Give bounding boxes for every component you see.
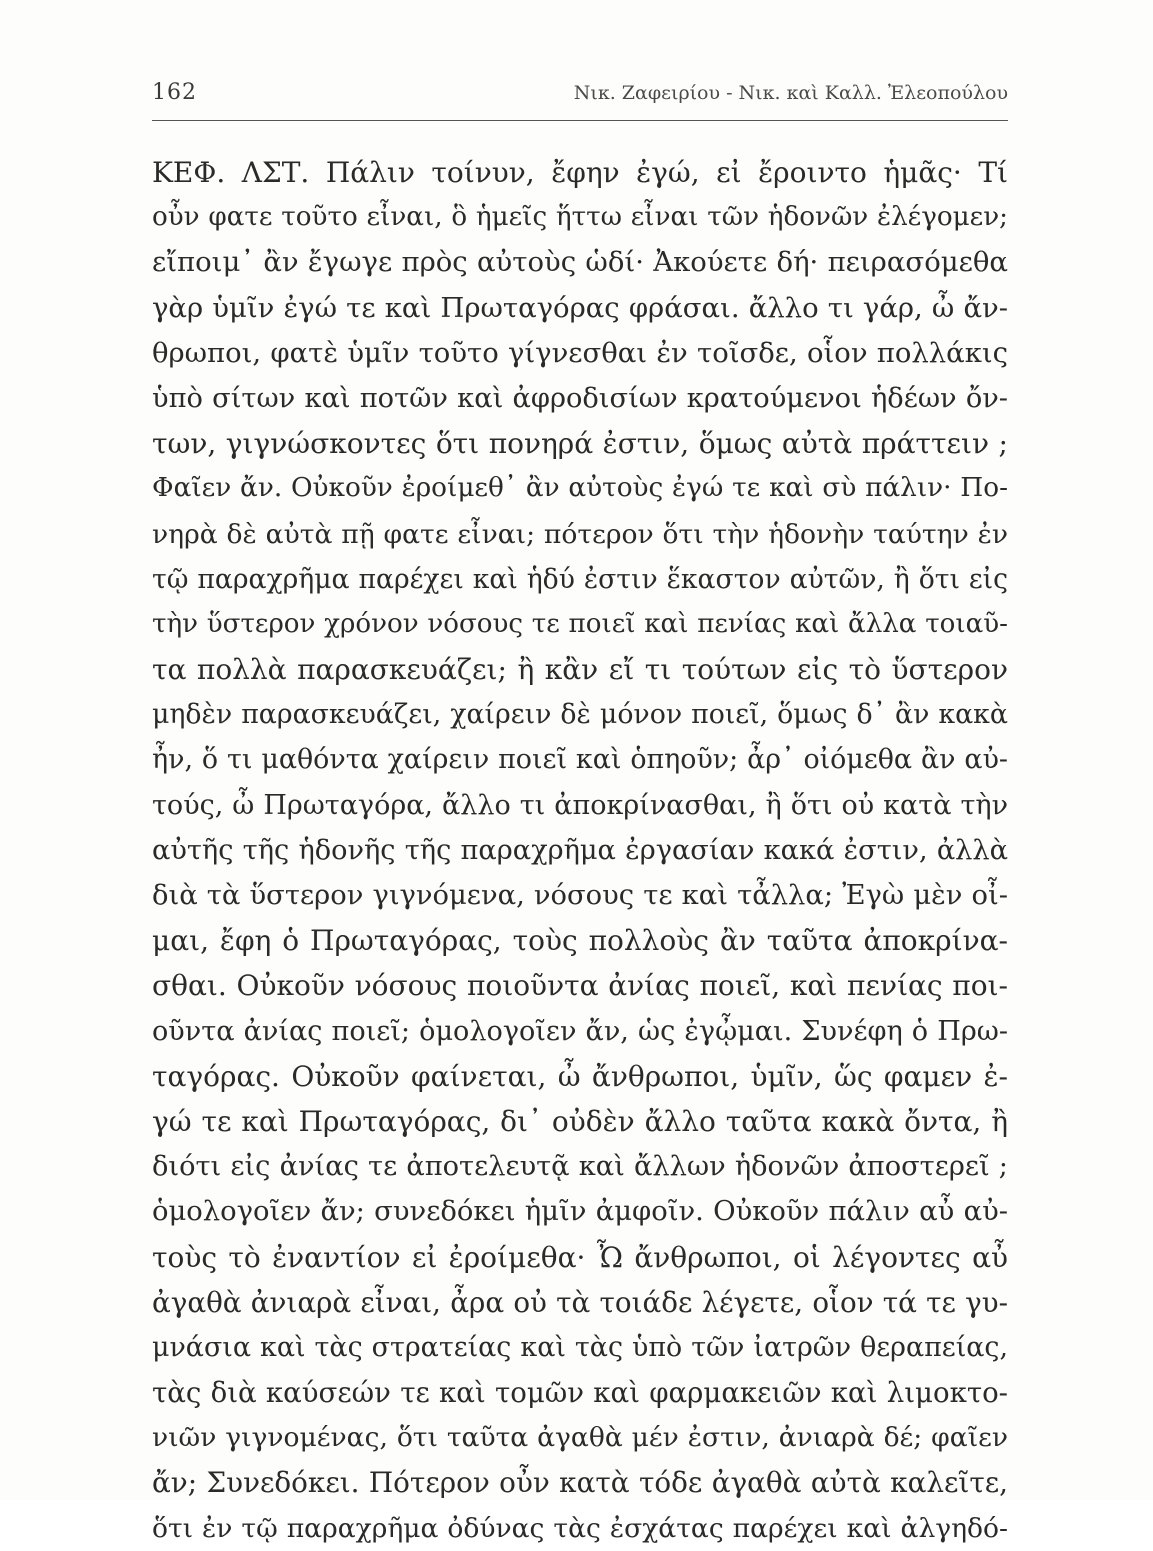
text-line: τοὺς τὸ ἐναντίον εἰ ἐροίμεθα· Ὦ ἄνθρωποι, οἱ λέγοντες αὖ [152, 1240, 1008, 1274]
text-line: ἦν, ὅ τι μαθόντα χαίρειν ποιεῖ καὶ ὁπηοῦν; ἆρ᾽ οἰόμεθα ἂν αὐ- [152, 744, 1008, 776]
text-line: γώ τε καὶ Πρωταγόρας, δι᾽ οὐδὲν ἄλλο ταῦτα κακὰ ὄντα, ἢ [152, 1104, 1008, 1138]
header-rule [152, 120, 1008, 121]
text-line: οῦντα ἀνίας ποιεῖ; ὁμολογοῖεν ἄν, ὡς ἐγᾦμαι. Συνέφη ὁ Πρω- [152, 1015, 1008, 1047]
text-line: διὰ τὰ ὕστερον γιγνόμενα, νόσους τε καὶ τἆλλα; Ἐγὼ μὲν οἶ- [152, 880, 1008, 911]
text-line: ταγόρας. Οὐκοῦν φαίνεται, ὦ ἄνθρωποι, ὑμῖν, ὥς φαμεν ἐ- [152, 1059, 1008, 1093]
text-line: μηδὲν παρασκευάζει, χαίρειν δὲ μόνον ποιεῖ, ὅμως δ᾽ ἂν κακὰ [152, 699, 1008, 731]
text-line: τῷ παραχρῆμα παρέχει καὶ ἡδύ ἐστιν ἕκαστον αὐτῶν, ἢ ὅτι εἰς [152, 563, 1008, 595]
text-line: των, γιγνώσκοντες ὅτι πονηρά ἐστιν, ὅμως αὐτὰ πράττειν ; [152, 427, 1008, 461]
body-text [152, 150, 1008, 1551]
text-line: ὑπὸ σίτων καὶ ποτῶν καὶ ἀφροδισίων κρατούμενοι ἡδέων ὄν- [152, 382, 1008, 414]
text-line: ΚΕΦ. ΛΣΤ. Πάλιν τοίνυν, ἔφην ἐγώ, εἰ ἔροιντο ἡμᾶς· Τί [152, 156, 1008, 189]
text-line: Φαῖεν ἄν. Οὐκοῦν ἐροίμεθ᾽ ἂν αὐτοὺς ἐγώ τε καὶ σὺ πάλιν· Πο- [152, 473, 1008, 504]
text-line: νιῶν γιγνομένας, ὅτι ταῦτα ἀγαθὰ μέν ἐστιν, ἀνιαρὰ δέ; φαῖεν [152, 1422, 1008, 1454]
text-line: τούς, ὦ Πρωταγόρα, ἄλλο τι ἀποκρίνασθαι, ἢ ὅτι οὐ κατὰ τὴν [152, 789, 1008, 821]
text-line: οὖν φατε τοῦτο εἶναι, ὃ ἡμεῖς ἥττω εἶναι τῶν ἡδονῶν ἐλέγομεν; [152, 202, 1008, 233]
text-line: νηρὰ δὲ αὐτὰ πῇ φατε εἶναι; πότερον ὅτι τὴν ἡδονὴν ταύτην ἐν [152, 518, 1008, 550]
text-line: σθαι. Οὐκοῦν νόσους ποιοῦντα ἀνίας ποιεῖ, καὶ πενίας ποι- [152, 969, 1008, 1003]
text-line: ἄν; Συνεδόκει. Πότερον οὖν κατὰ τόδε ἀγαθὰ αὐτὰ καλεῖτε, [152, 1466, 1008, 1500]
text-line: γὰρ ὑμῖν ἐγώ τε καὶ Πρωταγόρας φράσαι. ἄλλο τι γάρ, ὦ ἄν- [152, 291, 1008, 324]
text-line: τὴν ὕστερον χρόνον νόσους τε ποιεῖ καὶ πενίας καὶ ἄλλα τοιαῦ- [152, 608, 1008, 639]
text-line: ὅτι ἐν τῷ παραχρῆμα ὀδύνας τὰς ἐσχάτας παρέχει καὶ ἀλγηδό- [152, 1512, 1008, 1544]
text-line: θρωποι, φατὲ ὑμῖν τοῦτο γίγνεσθαι ἐν τοῖσδε, οἷον πολλάκις [152, 337, 1008, 369]
text-line: τα πολλὰ παρασκευάζει; ἢ κἂν εἴ τι τούτων εἰς τὸ ὕστερον [152, 653, 1008, 687]
running-head: Νικ. Ζαφειρίου - Νικ. καὶ Καλλ. Ἐλεοπούλου [573, 82, 1008, 104]
page-number: 162 [152, 80, 197, 105]
text-line: μνάσια καὶ τὰς στρατείας καὶ τὰς ὑπὸ τῶν ἰατρῶν θεραπείας, [152, 1331, 1008, 1363]
text-line: αὐτῆς τῆς ἡδονῆς τῆς παραχρῆμα ἐργασίαν κακά ἐστιν, ἀλλὰ [152, 834, 1008, 866]
text-line: ἀγαθὰ ἀνιαρὰ εἶναι, ἆρα οὐ τὰ τοιάδε λέγετε, οἷον τά τε γυ- [152, 1285, 1008, 1319]
text-line: διότι εἰς ἀνίας τε ἀποτελευτᾷ καὶ ἄλλων ἡδονῶν ἀποστερεῖ ; [152, 1151, 1008, 1183]
text-line: μαι, ἔφη ὁ Πρωταγόρας, τοὺς πολλοὺς ἂν ταῦτα ἀποκρίνα- [152, 924, 1008, 958]
text-line: τὰς διὰ καύσεών τε καὶ τομῶν καὶ φαρμακειῶν καὶ λιμοκτο- [152, 1376, 1008, 1410]
text-line: εἴποιμ᾽ ἂν ἔγωγε πρὸς αὐτοὺς ὡδί· Ἀκούετε δή· πειρασόμεθα [152, 246, 1008, 279]
text-line: ὁμολογοῖεν ἄν; συνεδόκει ἡμῖν ἀμφοῖν. Οὐκοῦν πάλιν αὖ αὐ- [152, 1196, 1008, 1228]
page-header [152, 80, 1008, 110]
